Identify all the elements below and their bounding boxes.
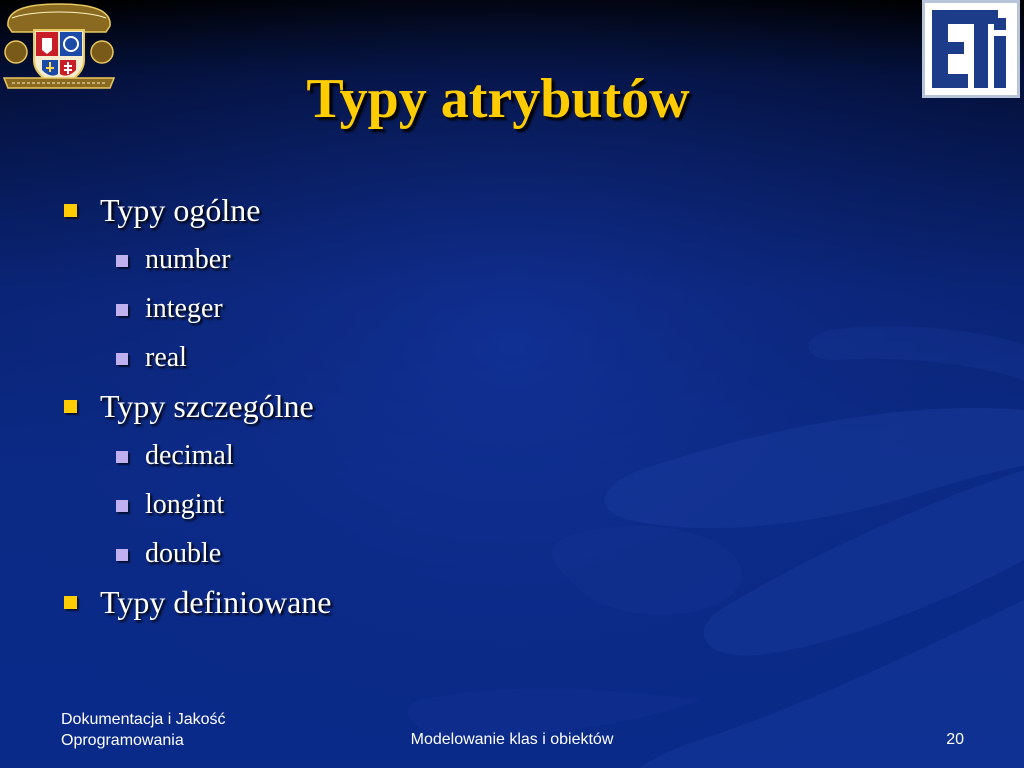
sub-bullet-text: decimal <box>145 440 234 471</box>
bullet-text: Typy szczególne <box>100 388 314 424</box>
bullet-item-typy-definiowane <box>60 578 331 627</box>
bullet-item-typy-ogolne <box>60 186 331 235</box>
square-bullet-icon <box>116 304 128 316</box>
sub-bullet-text: longint <box>145 489 225 520</box>
sub-bullet-item-decimal <box>60 431 331 480</box>
sub-bullet-item-real <box>60 333 331 382</box>
sub-bullet-text: number <box>145 244 231 275</box>
footer-topic: Modelowanie klas i obiektów <box>410 731 614 748</box>
bullet-text: Typy ogólne <box>100 192 261 228</box>
sub-bullet-item-integer <box>60 284 331 333</box>
slide-title: Typy atrybutów <box>306 68 690 130</box>
sub-bullet-text: double <box>145 538 222 569</box>
square-bullet-icon <box>116 500 128 512</box>
footer-course-line1: Dokumentacja i Jakość <box>61 711 226 728</box>
square-bullet-icon <box>116 353 128 365</box>
square-bullet-icon <box>64 596 77 609</box>
sub-bullet-item-number <box>60 235 331 284</box>
bullet-list <box>60 186 331 627</box>
sub-bullet-text: real <box>145 342 187 373</box>
square-bullet-icon <box>116 255 128 267</box>
bullet-item-typy-szczegolne <box>60 382 331 431</box>
sub-bullet-text: integer <box>145 293 223 324</box>
footer-course-line2: Oprogramowania <box>61 732 184 749</box>
square-bullet-icon <box>116 549 128 561</box>
square-bullet-icon <box>64 204 77 217</box>
square-bullet-icon <box>64 400 77 413</box>
sub-bullet-item-double <box>60 529 331 578</box>
footer-page-number: 20 <box>946 731 964 748</box>
square-bullet-icon <box>116 451 128 463</box>
footer-course-name <box>61 709 226 751</box>
bullet-text: Typy definiowane <box>100 584 332 620</box>
sub-bullet-item-longint <box>60 480 331 529</box>
